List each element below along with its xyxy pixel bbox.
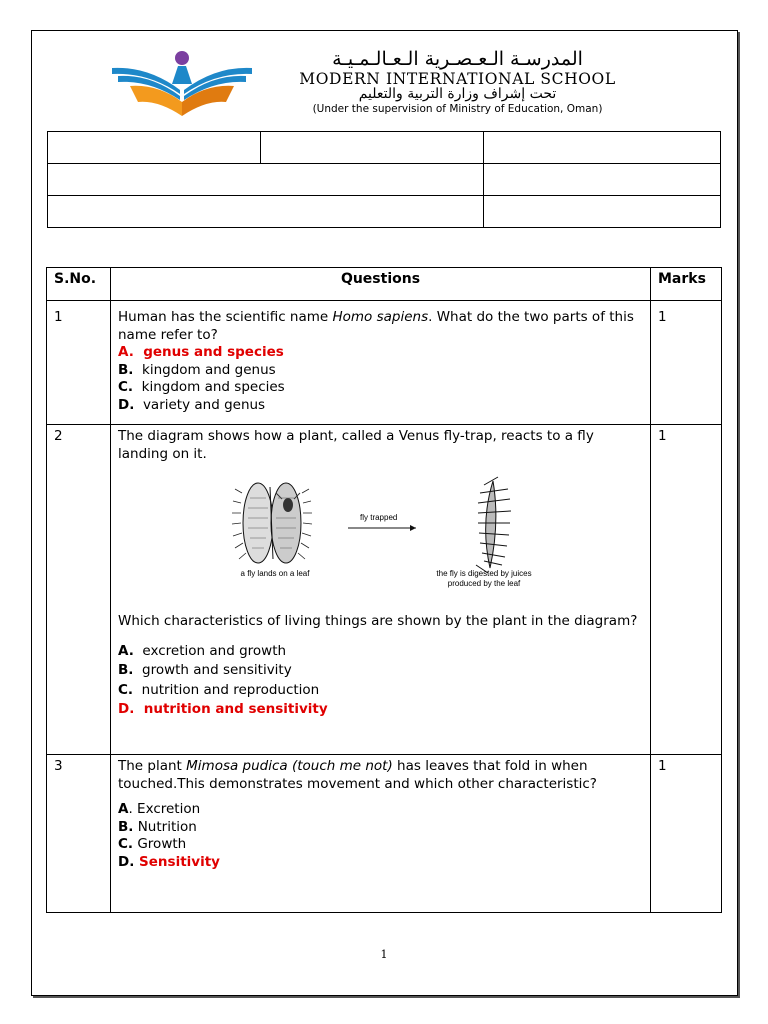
- info-cell[interactable]: [48, 132, 261, 164]
- option-a[interactable]: A. genus and species: [118, 344, 284, 360]
- question-cell: [111, 425, 651, 755]
- question-cell: [111, 755, 651, 913]
- question-text: Which characteristics of living things are shown by the plant in the diagram?: [118, 613, 638, 629]
- question-marks: 1: [651, 755, 722, 913]
- caption-right-2: produced by the leaf: [447, 579, 521, 588]
- option-d[interactable]: D. Sensitivity: [118, 853, 220, 870]
- option-c[interactable]: C. Growth: [118, 836, 187, 852]
- arrow-label: fly trapped: [360, 513, 398, 522]
- school-name-english: MODERN INTERNATIONAL SCHOOL: [299, 70, 616, 88]
- supervision-english: (Under the supervision of Ministry of Education, Oman): [312, 103, 603, 115]
- table-header-row: [47, 268, 722, 301]
- option-b[interactable]: B. kingdom and genus: [118, 361, 276, 378]
- info-cell[interactable]: [48, 164, 484, 196]
- questions-table: [46, 267, 722, 913]
- school-header: [100, 48, 660, 120]
- info-cell[interactable]: [484, 132, 721, 164]
- supervision-arabic: تحت إشراف وزارة التربية والتعليم: [358, 86, 557, 102]
- question-marks: 1: [651, 301, 722, 425]
- option-a[interactable]: A. excretion and growth: [118, 642, 287, 659]
- page-number: 1: [380, 948, 388, 961]
- info-cell[interactable]: [484, 164, 721, 196]
- table-row: [47, 301, 722, 425]
- question-cell: [111, 301, 651, 425]
- question-number: 2: [47, 425, 111, 755]
- venus-flytrap-diagram: [218, 473, 638, 603]
- option-d[interactable]: D. nutrition and sensitivity: [118, 701, 328, 717]
- option-a[interactable]: A. Excretion: [118, 801, 201, 817]
- header-questions: Questions: [111, 268, 651, 301]
- student-info-table: [47, 131, 721, 228]
- header-sno: S.No.: [47, 268, 111, 301]
- question-marks: 1: [651, 425, 722, 755]
- open-book-student-logo: [108, 50, 256, 118]
- header-marks: Marks: [651, 268, 722, 301]
- option-c[interactable]: C. nutrition and reproduction: [118, 681, 320, 698]
- caption-left: a fly lands on a leaf: [240, 569, 310, 578]
- flytrap-illustration: [218, 473, 638, 583]
- question-number: 1: [47, 301, 111, 425]
- caption-right-1: the fly is digested by juices: [436, 569, 532, 578]
- info-cell[interactable]: [484, 196, 721, 228]
- info-cell[interactable]: [261, 132, 484, 164]
- option-d[interactable]: D. variety and genus: [118, 396, 266, 413]
- question-stem: The plant Mimosa pudica (touch me not) has leaves that fold in when touched.This demonstrates movement and which other characteristic?: [118, 758, 597, 792]
- info-cell[interactable]: [48, 196, 484, 228]
- table-row: [47, 755, 722, 913]
- option-b[interactable]: B. growth and sensitivity: [118, 662, 292, 678]
- question-stem: Human has the scientific name Homo sapiens. What do the two parts of this name refer to?: [118, 309, 634, 343]
- option-c[interactable]: C. kingdom and species: [118, 379, 285, 395]
- option-b[interactable]: B. Nutrition: [118, 818, 197, 835]
- question-number: 3: [47, 755, 111, 913]
- question-stem: The diagram shows how a plant, called a Venus fly-trap, reacts to a fly landing on it.: [118, 428, 594, 462]
- table-row: [47, 425, 722, 755]
- school-name-arabic: المدرسـة الـعـصـرية الـعـالـمـيـة: [332, 48, 583, 70]
